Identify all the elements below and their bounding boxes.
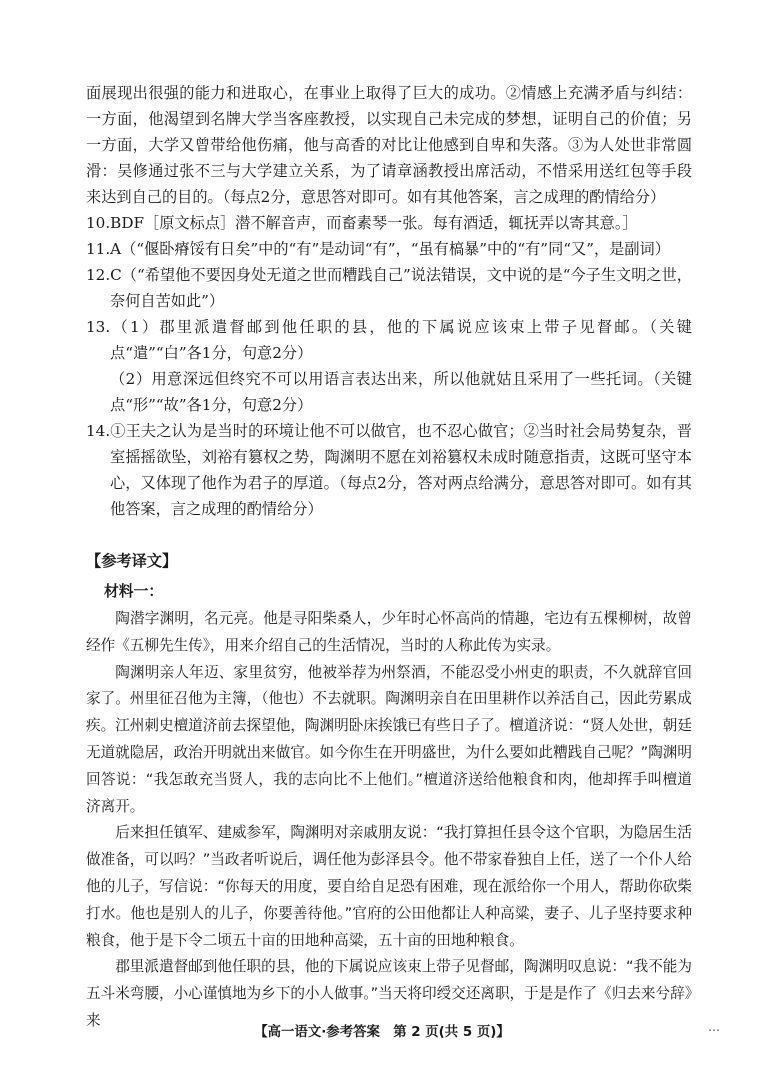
answer-q10: 10.BDF［原文标点］潜不解音声，而畜素琴一张。每有酒适，辄抚弄以寄其意。］ xyxy=(86,214,638,232)
answer-intro xyxy=(86,80,692,210)
answer-q12: 12.C（“希望他不要因身处无道之世而糟践自己”说法错误，文中说的是“今子生文明之世，奈何自苦如此”） xyxy=(86,266,692,310)
translation-paragraph: 陶潜字渊明，名元亮。他是寻阳柴桑人，少年时心怀高尚的情趣，宅边有五棵柳树，故曾经作《五柳先生传》，用来介绍自己的生活情况，当时的人称此传为实录。 xyxy=(86,610,692,654)
answer-intro-text: 面展现出很强的能力和进取心，在事业上取得了巨大的成功。②情感上充满矛盾与纠结：一方面，他渴望到名牌大学当客座教授，以实现自己未完成的梦想，证明自己的价值；另一方面，大学又曾带给他伤痛，他与高香的对比让他感到自卑和失落。③为人处世非常圆滑：吴修通过张不三与大学建立关系，为了请章涵教授出席活动，不惜采用送红包等手段来达到自己的目的。（每点2分，意思答对即可。如有其他答案，言之成理的酌情给分） xyxy=(86,84,692,206)
answer-q11: 11.A（“偃卧瘠馁有日矣”中的“有”是动词“有”，“虽有槁暴”中的“有”同“又”，是副词） xyxy=(86,240,670,258)
answer-list xyxy=(86,210,692,522)
translation-paragraph: 陶渊明亲人年迈、家里贫穷，他被举荐为州祭酒，不能忍受小州吏的职责，不久就辞官回家了。州里征召他为主簿，（他也）不去就职。陶渊明亲自在田里耕作以养活自己，因此劳累成疾。江州刺史檀道济前去探望他，陶渊明卧床挨饿已有些日子了。檀道济说：“贤人处世，朝廷无道就隐居，政治开明就出来做官。如今你生在开明盛世，为什么要如此糟践自己呢？”陶渊明回答说：“我怎敢充当贤人，我的志向比不上他们。”檀道济送给他粮食和肉，他却挥手叫檀道济离开。 xyxy=(86,663,692,815)
page-footer: 【高一语文·参考答案 第 2 页(共 5 页)】 xyxy=(254,1025,510,1040)
section-heading: 【参考译文】 xyxy=(86,552,178,570)
material-label: 材料一： xyxy=(104,583,164,600)
corner-mark: … xyxy=(708,1020,720,1034)
translation-body xyxy=(86,606,692,1035)
answer-q13-part1: 13.（1）郡里派遣督邮到他任职的县，他的下属说应该束上带子见督邮。（关键点“遣”“白”各1分，句意2分） xyxy=(86,318,692,362)
translation-paragraph: 郡里派遣督邮到他任职的县，他的下属说应该束上带子见督邮，陶渊明叹息说：“我不能为五斗米弯腰，小心谨慎地为乡下的小人做事。”当天将印绶交还离职，于是是作了《归去来兮辞》来 xyxy=(86,958,692,1029)
translation-paragraph: 后来担任镇军、建威参军，陶渊明对亲戚朋友说：“我打算担任县令这个官职，为隐居生活做准备，可以吗？”当政者听说后，调任他为彭泽县令。他不带家眷独自上任，送了一个仆人给他的儿子，写信说：“你每天的用度，要自给自足恐有困难，现在派给你一个用人，帮助你砍柴打水。他也是别人的儿子，你要善待他。”官府的公田他都让人种高粱，妻子、儿子坚持要求种粮食，他于是下令二顷五十亩的田地种高粱，五十亩的田地种粮食。 xyxy=(86,824,692,949)
answer-q13-part2: （2）用意深远但终究不可以用语言表达出来，所以他就姑且采用了一些托词。（关键点“形”“故”各1分，句意2分） xyxy=(110,370,692,414)
answer-q14: 14.①王夫之认为是当时的环境让他不可以做官，也不忍心做官；②当时社会局势复杂，晋室摇摇欲坠，刘裕有篡权之势，陶渊明不愿在刘裕篡权未成时随意指责，这既可坚守本心，又体现了他作为君子的厚道。（每点2分，答对两点给满分，意思答对即可。如有其他答案，言之成理的酌情给分） xyxy=(86,422,692,518)
